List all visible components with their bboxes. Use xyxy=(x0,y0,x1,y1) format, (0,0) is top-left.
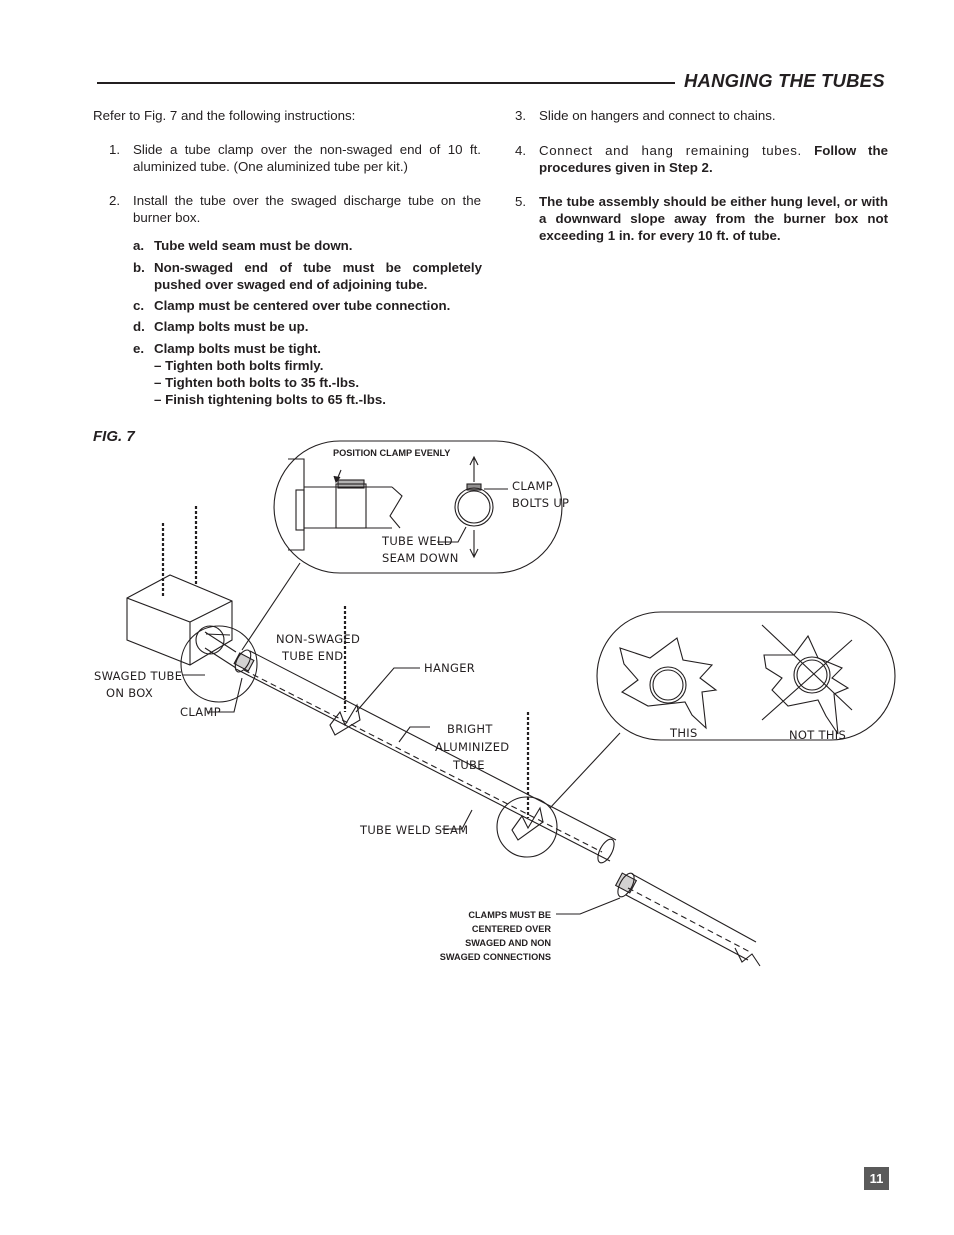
substep-letter: a. xyxy=(133,238,145,253)
callout-swaged-tube: SWAGED TUBE xyxy=(94,669,183,683)
callout-not-this: NOT THIS xyxy=(789,728,847,742)
substep-text: Clamp must be centered over tube connection. xyxy=(154,298,451,313)
callout-clamps-centered: SWAGED AND NON xyxy=(465,938,551,948)
callout-tube-weld-seam-down: TUBE WELD xyxy=(382,534,453,548)
step-number: 5. xyxy=(515,194,527,209)
callout-non-swaged: TUBE END xyxy=(282,649,344,663)
callout-bright-tube: BRIGHT xyxy=(447,722,493,736)
callout-swaged-tube: ON BOX xyxy=(106,686,153,700)
section-title: HANGING THE TUBES xyxy=(684,70,885,91)
callout-non-swaged: NON-SWAGED xyxy=(276,632,361,646)
callout-clamp-bolts-up: BOLTS UP xyxy=(512,496,570,510)
callout-tube-weld-seam-down: SEAM DOWN xyxy=(382,551,459,565)
step-number: 3. xyxy=(515,108,527,123)
callout-position-clamp: POSITION CLAMP EVENLY xyxy=(333,448,451,458)
callout-hanger: HANGER xyxy=(424,661,476,675)
callout-clamps-centered: CENTERED OVER xyxy=(471,924,551,934)
substep-letter: c. xyxy=(133,298,145,313)
hanger-detail-drawing xyxy=(620,625,852,734)
step-number: 4. xyxy=(515,143,527,158)
callout-clamps-centered: SWAGED CONNECTIONS xyxy=(439,952,551,962)
step-number: 2. xyxy=(109,193,121,208)
step-text-bold: The tube assembly should be either hung level, or with a downward slope away from the burner box not exceeding 1 in. for every 10 ft. of tube. xyxy=(539,194,888,243)
callout-this: THIS xyxy=(670,726,698,740)
substep-text: Non-swaged end of tube must be completely pushed over swaged end of adjoining tube. xyxy=(154,260,482,292)
page-number: 11 xyxy=(864,1167,889,1190)
callout-tube-weld-seam: TUBE WELD SEAM xyxy=(360,823,469,837)
hanger-detail-bubble xyxy=(597,612,895,740)
burner-box xyxy=(127,575,236,668)
step-text: Install the tube over the swaged discharge tube on the burner box. xyxy=(133,193,481,225)
step-number: 1. xyxy=(109,142,121,157)
substep-text: Clamp bolts must be tight. xyxy=(154,341,321,356)
substep-line: – Tighten both bolts firmly. xyxy=(154,358,324,373)
callout-bright-tube: TUBE xyxy=(453,758,485,772)
substep-letter: b. xyxy=(133,260,145,275)
callout-clamps-centered: CLAMPS MUST BE xyxy=(468,910,551,920)
callout-clamp: CLAMP xyxy=(180,705,221,719)
callout-bright-tube: ALUMINIZED xyxy=(435,740,510,754)
step-text: Connect and hang remaining tubes. xyxy=(539,143,802,158)
substep-line: – Finish tightening bolts to 65 ft.-lbs. xyxy=(154,392,386,407)
step-text-bold: Follow the procedures given in Step 2. xyxy=(539,143,888,175)
substep-text: Clamp bolts must be up. xyxy=(154,319,309,334)
substep-text: Tube weld seam must be down. xyxy=(154,238,353,253)
substep-letter: d. xyxy=(133,319,145,334)
step-text: Slide on hangers and connect to chains. xyxy=(539,108,776,123)
callout-clamp-bolts-up: CLAMP xyxy=(512,479,553,493)
figure-label: FIG. 7 xyxy=(93,428,135,445)
intro-text: Refer to Fig. 7 and the following instructions: xyxy=(93,108,356,123)
substep-line: – Tighten both bolts to 35 ft.-lbs. xyxy=(154,375,360,390)
substep-letter: e. xyxy=(133,341,145,356)
step-text: Slide a tube clamp over the non-swaged end of 10 ft. aluminized tube. (One aluminized tube per kit.) xyxy=(133,142,481,174)
